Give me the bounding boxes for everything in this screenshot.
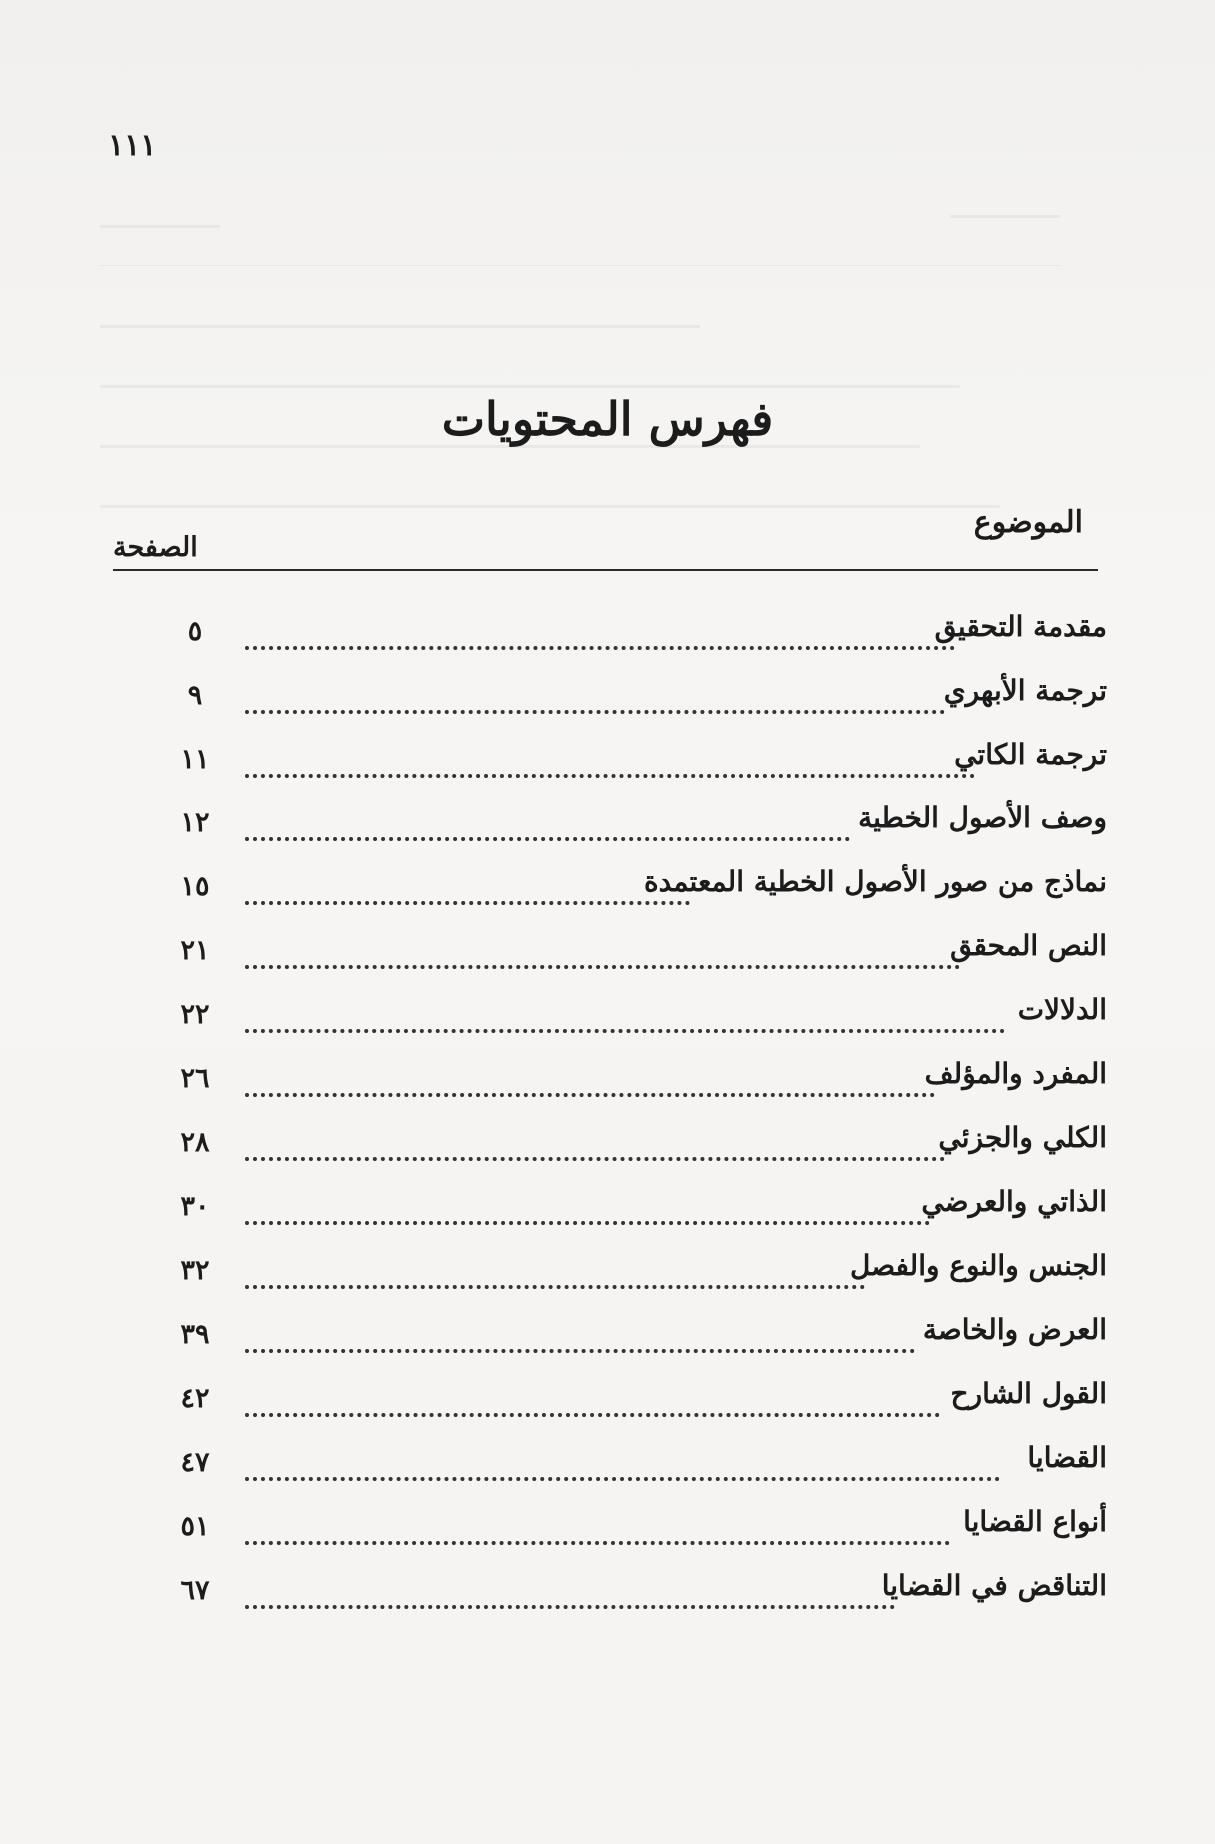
toc-entry-page: ٩ [187,680,203,711]
dot-leader [245,768,975,778]
toc-entry-page: ٢٢ [180,999,210,1030]
toc-entry-title: ترجمة الكاتي [954,738,1107,771]
toc-entry-title: التناقض في القضايا [881,1569,1107,1602]
toc-entry-page: ٢٨ [180,1127,210,1158]
dot-leader [245,1023,1005,1033]
toc-entry-page: ٢٦ [180,1063,210,1094]
toc-entry-title: الدلالات [1017,993,1107,1026]
toc-entry-title: النص المحقق [950,929,1107,962]
toc-entry-page: ٣٢ [180,1255,210,1286]
toc-entry[interactable] [160,929,1107,977]
page-title: فهرس المحتويات [441,392,774,446]
toc-entry-title: المفرد والمؤلف [924,1057,1107,1090]
dot-leader [245,959,960,969]
page-column-header: الصفحة [113,532,198,563]
toc-entry-title: أنواع القضايا [963,1505,1107,1538]
toc-entry-page: ٥١ [180,1511,210,1542]
dot-leader [245,1215,930,1225]
toc-entry-title: الجنس والنوع والفصل [850,1249,1107,1282]
toc-entry-title: الذاتي والعرضي [921,1185,1107,1218]
toc-entry-title: القضايا [1027,1441,1107,1474]
toc-entry[interactable] [160,865,1107,913]
toc-entry-title: ترجمة الأبهري [943,674,1107,707]
toc-entry-title: نماذج من صور الأصول الخطية المعتمدة [643,865,1107,898]
toc-entry-page: ١٥ [180,871,210,902]
toc-entry[interactable] [160,610,1107,658]
topic-column-header: الموضوع [973,505,1083,540]
toc-entry[interactable] [160,738,1107,786]
toc-entry[interactable] [160,674,1107,722]
dot-leader [245,1343,915,1353]
toc-entry[interactable] [160,1313,1107,1361]
toc-entry-page: ٣٩ [180,1319,210,1350]
toc-entry-page: ١١ [180,744,210,775]
toc-entry[interactable] [160,1441,1107,1489]
dot-leader [245,1471,1000,1481]
toc-entry-page: ٤٢ [180,1383,210,1414]
toc-entry-title: مقدمة التحقيق [934,610,1107,643]
toc-entry-title: القول الشارح [950,1377,1107,1410]
dot-leader [245,1599,895,1609]
dot-leader [245,831,850,841]
toc-entry[interactable] [160,1569,1107,1617]
toc-entry[interactable] [160,801,1107,849]
dot-leader [245,704,945,714]
toc-entry[interactable] [160,1121,1107,1169]
toc-entry[interactable] [160,993,1107,1041]
dot-leader [245,1535,950,1545]
toc-entry-title: الكلي والجزئي [938,1121,1107,1154]
toc-entry-page: ١٢ [180,807,210,838]
page-number: ١١١ [108,128,157,163]
toc-entry[interactable] [160,1185,1107,1233]
dot-leader [245,1279,865,1289]
toc-entry-page: ٦٧ [180,1575,210,1606]
toc-entry-page: ٥ [187,616,203,647]
toc-entry-page: ٤٧ [180,1447,210,1478]
toc-entry-title: العرض والخاصة [922,1313,1107,1346]
toc-entry[interactable] [160,1249,1107,1297]
dot-leader [245,895,690,905]
toc-entry[interactable] [160,1057,1107,1105]
toc-entry[interactable] [160,1505,1107,1553]
dot-leader [245,640,955,650]
dot-leader [245,1087,935,1097]
toc-entry-page: ٣٠ [180,1191,210,1222]
toc-entry[interactable] [160,1377,1107,1425]
toc-entry-page: ٢١ [180,935,210,966]
toc-entry-title: وصف الأصول الخطية [858,801,1107,834]
dot-leader [245,1151,945,1161]
dot-leader [245,1407,940,1417]
